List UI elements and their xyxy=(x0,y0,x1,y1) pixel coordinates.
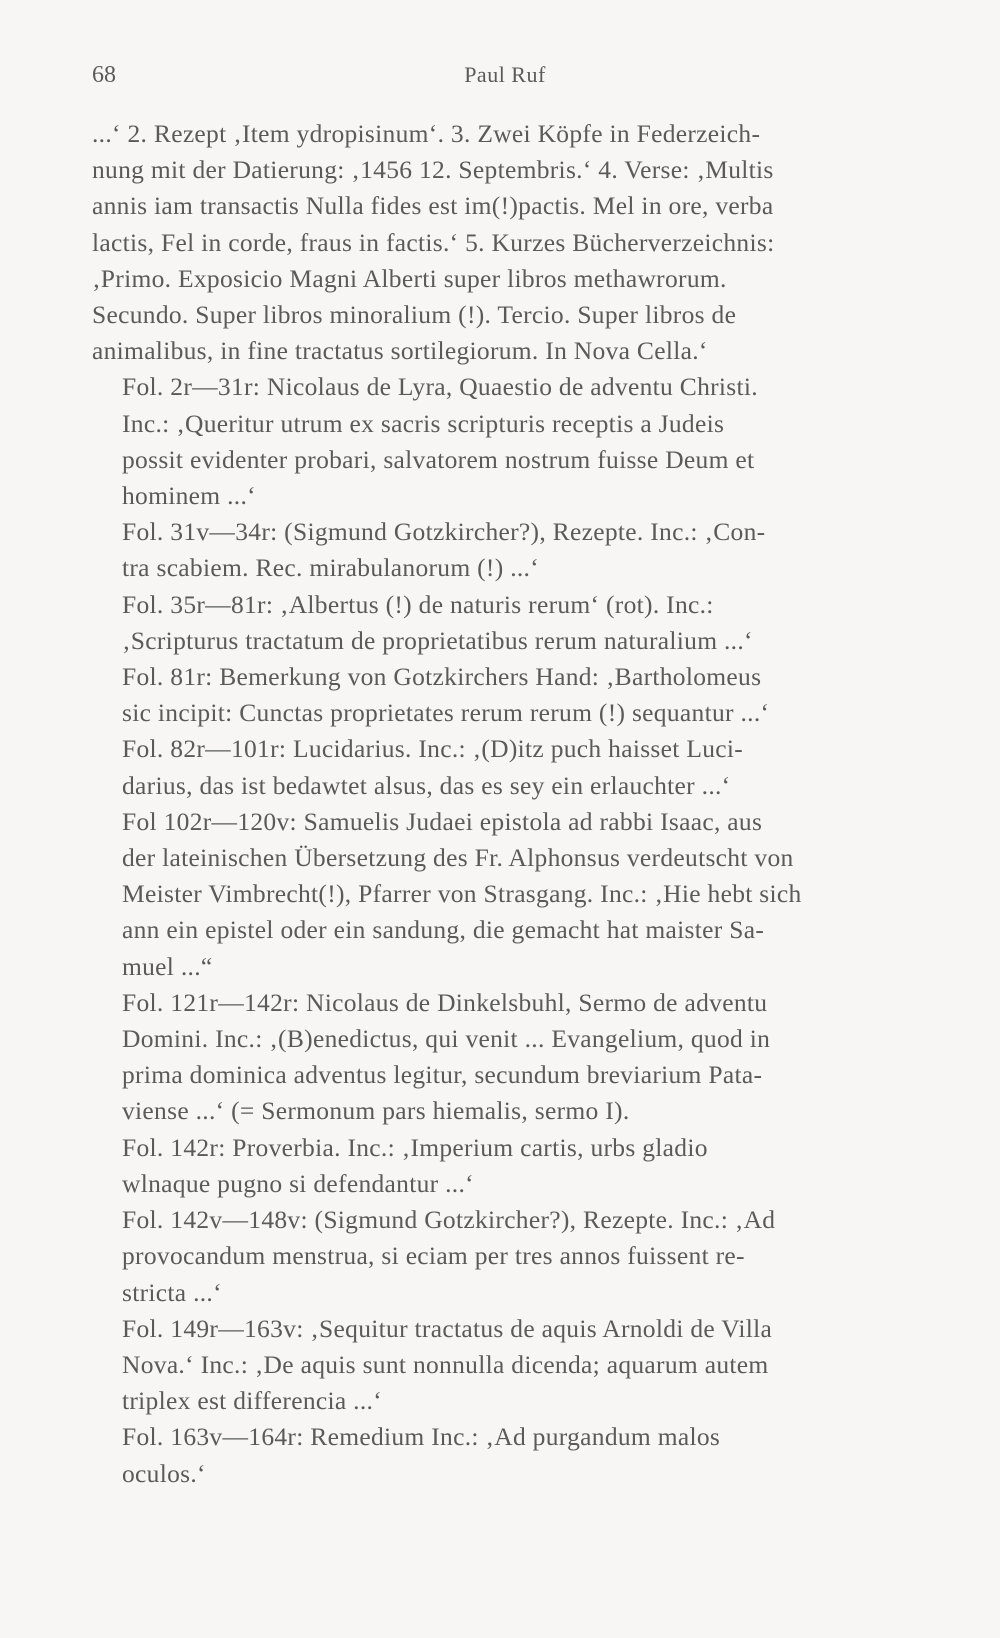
text-line: nung mit der Datierung: ‚1456 12. Septembris.‘ 4. Verse: ‚Multis xyxy=(92,155,774,185)
text-line: Meister Vimbrecht(!), Pfarrer von Strasgang. Inc.: ‚Hie hebt sich xyxy=(122,879,802,909)
text-line: Fol. 142r: Proverbia. Inc.: ‚Imperium cartis, urbs gladio xyxy=(122,1132,708,1162)
text-line: Fol. 2r—31r: Nicolaus de Lyra, Quaestio de adventu Christi. xyxy=(122,372,758,402)
text-line: tra scabiem. Rec. mirabulanorum (!) ...‘ xyxy=(122,553,540,583)
paragraph-entry xyxy=(92,587,918,659)
text-line: ‚Scripturus tractatum de proprietatibus rerum naturalium ...‘ xyxy=(122,625,753,655)
text-line: Domini. Inc.: ‚(B)enedictus, qui venit ... Evangelium, quod in xyxy=(122,1024,771,1054)
text-line: Fol. 163v—164r: Remedium Inc.: ‚Ad purgandum malos xyxy=(122,1422,721,1452)
text-line: stricta ...‘ xyxy=(122,1277,222,1307)
paragraph-entry xyxy=(92,731,918,803)
body-text xyxy=(92,116,918,1492)
paragraph-entry xyxy=(92,1419,918,1491)
paragraph-entry xyxy=(92,659,918,731)
text-line: provocandum menstrua, si eciam per tres annos fuissent re- xyxy=(122,1241,745,1271)
paragraph-entry xyxy=(92,1202,918,1311)
text-line: Inc.: ‚Queritur utrum ex sacris scripturis receptis a Judeis xyxy=(122,408,725,438)
text-line: viense ...‘ (= Sermonum pars hiemalis, sermo I). xyxy=(122,1096,630,1126)
text-line: lactis, Fel in corde, fraus in factis.‘ 5. Kurzes Bücherverzeichnis: xyxy=(92,227,775,257)
text-line: hominem ...‘ xyxy=(122,481,256,511)
paragraph-entry xyxy=(92,1130,918,1202)
text-line: Fol. 35r—81r: ‚Albertus (!) de naturis rerum‘ (rot). Inc.: xyxy=(122,589,714,619)
page-number: 68 xyxy=(92,62,116,88)
paragraph-continuation xyxy=(92,116,918,369)
text-line: darius, das ist bedawtet alsus, das es sey ein erlauchter ...‘ xyxy=(122,770,731,800)
running-head: Paul Ruf xyxy=(464,62,546,87)
text-line: animalibus, in fine tractatus sortilegiorum. In Nova Cella.‘ xyxy=(92,336,708,366)
text-line: ann ein epistel oder ein sandung, die gemacht hat maister Sa- xyxy=(122,915,765,945)
text-line: ‚Primo. Exposicio Magni Alberti super libros methawrorum. xyxy=(92,263,727,293)
text-line: Fol. 149r—163v: ‚Sequitur tractatus de aquis Arnoldi de Villa xyxy=(122,1313,773,1343)
text-line: Fol. 31v—34r: (Sigmund Gotzkircher?), Rezepte. Inc.: ‚Con- xyxy=(122,517,766,547)
text-line: Fol. 142v—148v: (Sigmund Gotzkircher?), Rezepte. Inc.: ‚Ad xyxy=(122,1205,776,1235)
text-line: annis iam transactis Nulla fides est im(!)pactis. Mel in ore, verba xyxy=(92,191,774,221)
text-line: Nova.‘ Inc.: ‚De aquis sunt nonnulla dicenda; aquarum autem xyxy=(122,1349,769,1379)
text-line: Fol. 81r: Bemerkung von Gotzkirchers Hand: ‚Bartholomeus xyxy=(122,662,762,692)
paragraph-entry xyxy=(92,369,918,514)
text-line: Fol 102r—120v: Samuelis Judaei epistola ad rabbi Isaac, aus xyxy=(122,806,763,836)
text-line: Fol. 121r—142r: Nicolaus de Dinkelsbuhl, Sermo de adventu xyxy=(122,987,768,1017)
text-line: prima dominica adventus legitur, secundum breviarium Pata- xyxy=(122,1060,763,1090)
paragraph-entry xyxy=(92,514,918,586)
paragraph-entry xyxy=(92,804,918,985)
text-line: triplex est differencia ...‘ xyxy=(122,1386,382,1416)
text-line: sic incipit: Cunctas proprietates rerum rerum (!) sequantur ...‘ xyxy=(122,698,770,728)
text-line: der lateinischen Übersetzung des Fr. Alphonsus verdeutscht von xyxy=(122,843,794,873)
page-header xyxy=(92,62,918,96)
text-line: Fol. 82r—101r: Lucidarius. Inc.: ‚(D)itz puch haisset Luci- xyxy=(122,734,744,764)
text-line: Secundo. Super libros minoralium (!). Tercio. Super libros de xyxy=(92,300,737,330)
text-line: wlnaque pugno si defendantur ...‘ xyxy=(122,1168,474,1198)
paragraph-entry xyxy=(92,985,918,1130)
text-line: ...‘ 2. Rezept ‚Item ydropisinum‘. 3. Zwei Köpfe in Federzeich- xyxy=(92,119,761,148)
text-line: muel ...“ xyxy=(122,951,213,981)
text-line: possit evidenter probari, salvatorem nostrum fuisse Deum et xyxy=(122,444,755,474)
text-line: oculos.‘ xyxy=(122,1458,206,1488)
paragraph-entry xyxy=(92,1311,918,1420)
